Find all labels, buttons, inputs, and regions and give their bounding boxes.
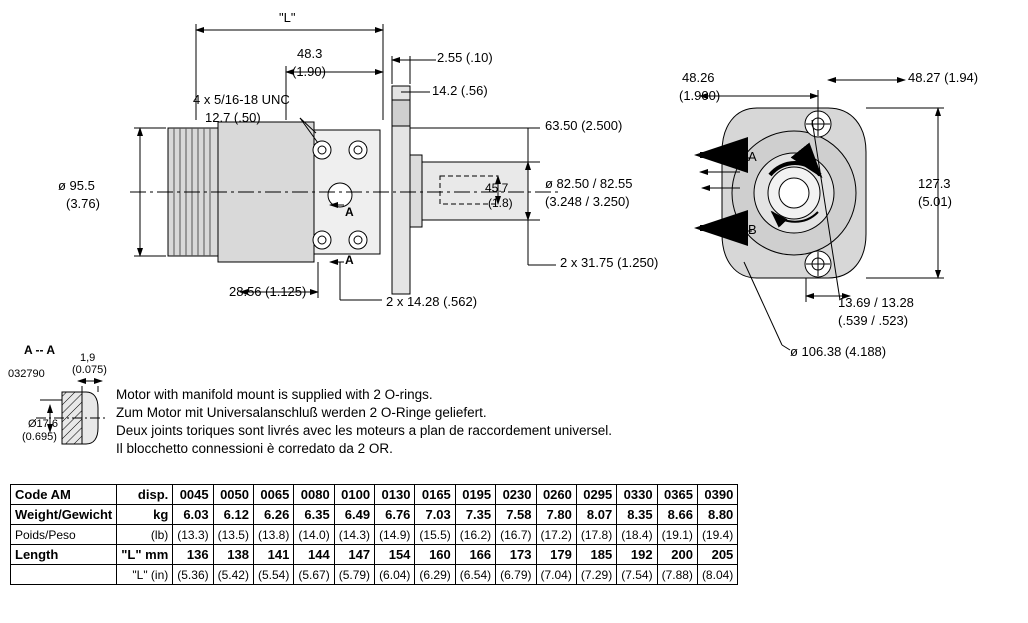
dim-45-7-inch: (1.8) <box>488 196 513 210</box>
cell-code-8: 0230 <box>496 485 536 505</box>
cell-lin-7: (6.54) <box>455 565 495 585</box>
note-line-fr: Deux joints toriques sont livrés avec les moteurs a plan de raccordement universel. <box>116 423 612 438</box>
cell-lmm-9: 179 <box>536 545 576 565</box>
cell-lin-9: (7.04) <box>536 565 576 585</box>
cell-lin-8: (6.79) <box>496 565 536 585</box>
table-row-length-in <box>11 565 738 585</box>
dim-127-3-inch: (5.01) <box>918 194 952 209</box>
dim-13-69: 13.69 / 13.28 <box>838 295 914 310</box>
cell-code-7: 0195 <box>455 485 495 505</box>
cell-code-1: 0050 <box>213 485 253 505</box>
cell-lin-5: (6.04) <box>375 565 415 585</box>
row-label-empty <box>11 565 117 585</box>
cell-lin-13: (8.04) <box>697 565 737 585</box>
dim-13-69-inch: (.539 / .523) <box>838 313 909 328</box>
cell-wlb-13: (19.4) <box>697 525 737 545</box>
cell-code-13: 0390 <box>697 485 737 505</box>
cell-lin-3: (5.67) <box>294 565 334 585</box>
row-unit-length-in: "L" (in) <box>117 565 173 585</box>
dia-95-5-inch: (3.76) <box>66 196 100 211</box>
cell-lmm-3: 144 <box>294 545 334 565</box>
dia-95-5: ø 95.5 <box>58 178 95 193</box>
note-line-it: Il blocchetto connessioni è corredato da 2 OR. <box>116 441 393 456</box>
cell-wkg-2: 6.26 <box>253 505 293 525</box>
cell-code-9: 0260 <box>536 485 576 505</box>
cell-wkg-3: 6.35 <box>294 505 334 525</box>
thread-depth: 12.7 (.50) <box>205 110 261 125</box>
dim-2x14-28: 2 x 14.28 (.562) <box>386 294 478 309</box>
table-row-weight-kg <box>11 505 738 525</box>
dia-82-50: ø 82.50 / 82.55 <box>545 176 633 191</box>
cell-wkg-6: 7.03 <box>415 505 455 525</box>
cell-wkg-11: 8.35 <box>617 505 657 525</box>
cell-wlb-0: (13.3) <box>173 525 213 545</box>
cell-lin-12: (7.88) <box>657 565 697 585</box>
cell-wlb-6: (15.5) <box>415 525 455 545</box>
dim-14-2: 14.2 (.56) <box>432 83 488 98</box>
cell-code-2: 0065 <box>253 485 293 505</box>
cell-wkg-10: 8.07 <box>576 505 616 525</box>
dim-45-7: 45.7 <box>485 181 509 195</box>
dia-106-38: ø 106.38 (4.188) <box>790 344 887 359</box>
cell-wlb-11: (18.4) <box>617 525 657 545</box>
note-line-de: Zum Motor mit Universalanschluß werden 2 O-Ringe geliefert. <box>116 405 487 420</box>
section-detail-title: A -- A <box>24 343 56 357</box>
cell-lmm-2: 141 <box>253 545 293 565</box>
section-mark-a-bottom: A <box>345 253 354 267</box>
dim-48-26: 48.26 <box>682 70 715 85</box>
table-row-length-mm <box>11 545 738 565</box>
dia-17-6-inch: (0.695) <box>22 431 57 443</box>
cell-wkg-12: 8.66 <box>657 505 697 525</box>
dim-1-9: 1,9 <box>80 352 96 364</box>
row-unit-code: disp. <box>117 485 173 505</box>
cell-wkg-1: 6.12 <box>213 505 253 525</box>
cell-lmm-7: 166 <box>455 545 495 565</box>
row-label-poids: Poids/Peso <box>11 525 117 545</box>
row-unit-weight: kg <box>117 505 173 525</box>
cell-lmm-13: 205 <box>697 545 737 565</box>
dim-L-label: "L" <box>279 10 296 25</box>
row-label-weight: Weight/Gewicht <box>11 505 117 525</box>
row-unit-poids: (lb) <box>117 525 173 545</box>
cell-lmm-1: 138 <box>213 545 253 565</box>
dim-1-9-inch: (0.075) <box>72 364 107 376</box>
spec-table <box>10 484 738 585</box>
dim-48-27: 48.27 (1.94) <box>908 70 979 85</box>
section-mark-a-top: A <box>345 205 354 219</box>
cell-code-11: 0330 <box>617 485 657 505</box>
port-a-label: A <box>748 149 757 164</box>
cell-wkg-8: 7.58 <box>496 505 536 525</box>
dim-28-56: 28.56 (1.125) <box>229 284 307 299</box>
cell-wkg-13: 8.80 <box>697 505 737 525</box>
cell-wkg-9: 7.80 <box>536 505 576 525</box>
cell-code-4: 0100 <box>334 485 374 505</box>
cell-code-12: 0365 <box>657 485 697 505</box>
cell-lmm-11: 192 <box>617 545 657 565</box>
cell-wkg-0: 6.03 <box>173 505 213 525</box>
row-unit-length-mm: "L" mm <box>117 545 173 565</box>
cell-code-3: 0080 <box>294 485 334 505</box>
dim-127-3: 127.3 <box>918 176 951 191</box>
cell-lin-11: (7.54) <box>617 565 657 585</box>
cell-wlb-3: (14.0) <box>294 525 334 545</box>
cell-wlb-9: (17.2) <box>536 525 576 545</box>
cell-wlb-4: (14.3) <box>334 525 374 545</box>
cell-wlb-7: (16.2) <box>455 525 495 545</box>
table-row-weight-lb <box>11 525 738 545</box>
cell-wlb-5: (14.9) <box>375 525 415 545</box>
cell-code-6: 0165 <box>415 485 455 505</box>
dim-63-50: 63.50 (2.500) <box>545 118 623 133</box>
row-label-code: Code AM <box>11 485 117 505</box>
cell-wlb-8: (16.7) <box>496 525 536 545</box>
cell-lin-4: (5.79) <box>334 565 374 585</box>
dim-2x31-75: 2 x 31.75 (1.250) <box>560 255 659 270</box>
code-032790: 032790 <box>8 368 45 380</box>
cell-lin-10: (7.29) <box>576 565 616 585</box>
cell-lmm-8: 173 <box>496 545 536 565</box>
dim-48-26-inch: (1.900) <box>679 88 721 103</box>
cell-wlb-10: (17.8) <box>576 525 616 545</box>
cell-lmm-10: 185 <box>576 545 616 565</box>
dia-17-6: Ø17,6 <box>28 418 58 430</box>
cell-lmm-4: 147 <box>334 545 374 565</box>
dim-48-3: 48.3 <box>297 46 323 61</box>
cell-lmm-6: 160 <box>415 545 455 565</box>
cell-wkg-7: 7.35 <box>455 505 495 525</box>
cell-wlb-2: (13.8) <box>253 525 293 545</box>
thread-note: 4 x 5/16-18 UNC <box>193 92 290 107</box>
cell-wlb-12: (19.1) <box>657 525 697 545</box>
dim-2-55: 2.55 (.10) <box>437 50 493 65</box>
cell-lin-1: (5.42) <box>213 565 253 585</box>
cell-code-5: 0130 <box>375 485 415 505</box>
cell-wkg-4: 6.49 <box>334 505 374 525</box>
dim-48-3-inch: (1.90) <box>292 64 326 79</box>
cell-wkg-5: 6.76 <box>375 505 415 525</box>
cell-lmm-5: 154 <box>375 545 415 565</box>
cell-lin-2: (5.54) <box>253 565 293 585</box>
cell-lin-0: (5.36) <box>173 565 213 585</box>
cell-wlb-1: (13.5) <box>213 525 253 545</box>
cell-lin-6: (6.29) <box>415 565 455 585</box>
table-row-code <box>11 485 738 505</box>
cell-lmm-12: 200 <box>657 545 697 565</box>
cell-code-10: 0295 <box>576 485 616 505</box>
cell-lmm-0: 136 <box>173 545 213 565</box>
port-b-label: B <box>748 222 757 237</box>
dia-82-50-inch: (3.248 / 3.250) <box>545 194 630 209</box>
cell-code-0: 0045 <box>173 485 213 505</box>
note-line-en: Motor with manifold mount is supplied with 2 O-rings. <box>116 387 433 402</box>
row-label-length: Length <box>11 545 117 565</box>
